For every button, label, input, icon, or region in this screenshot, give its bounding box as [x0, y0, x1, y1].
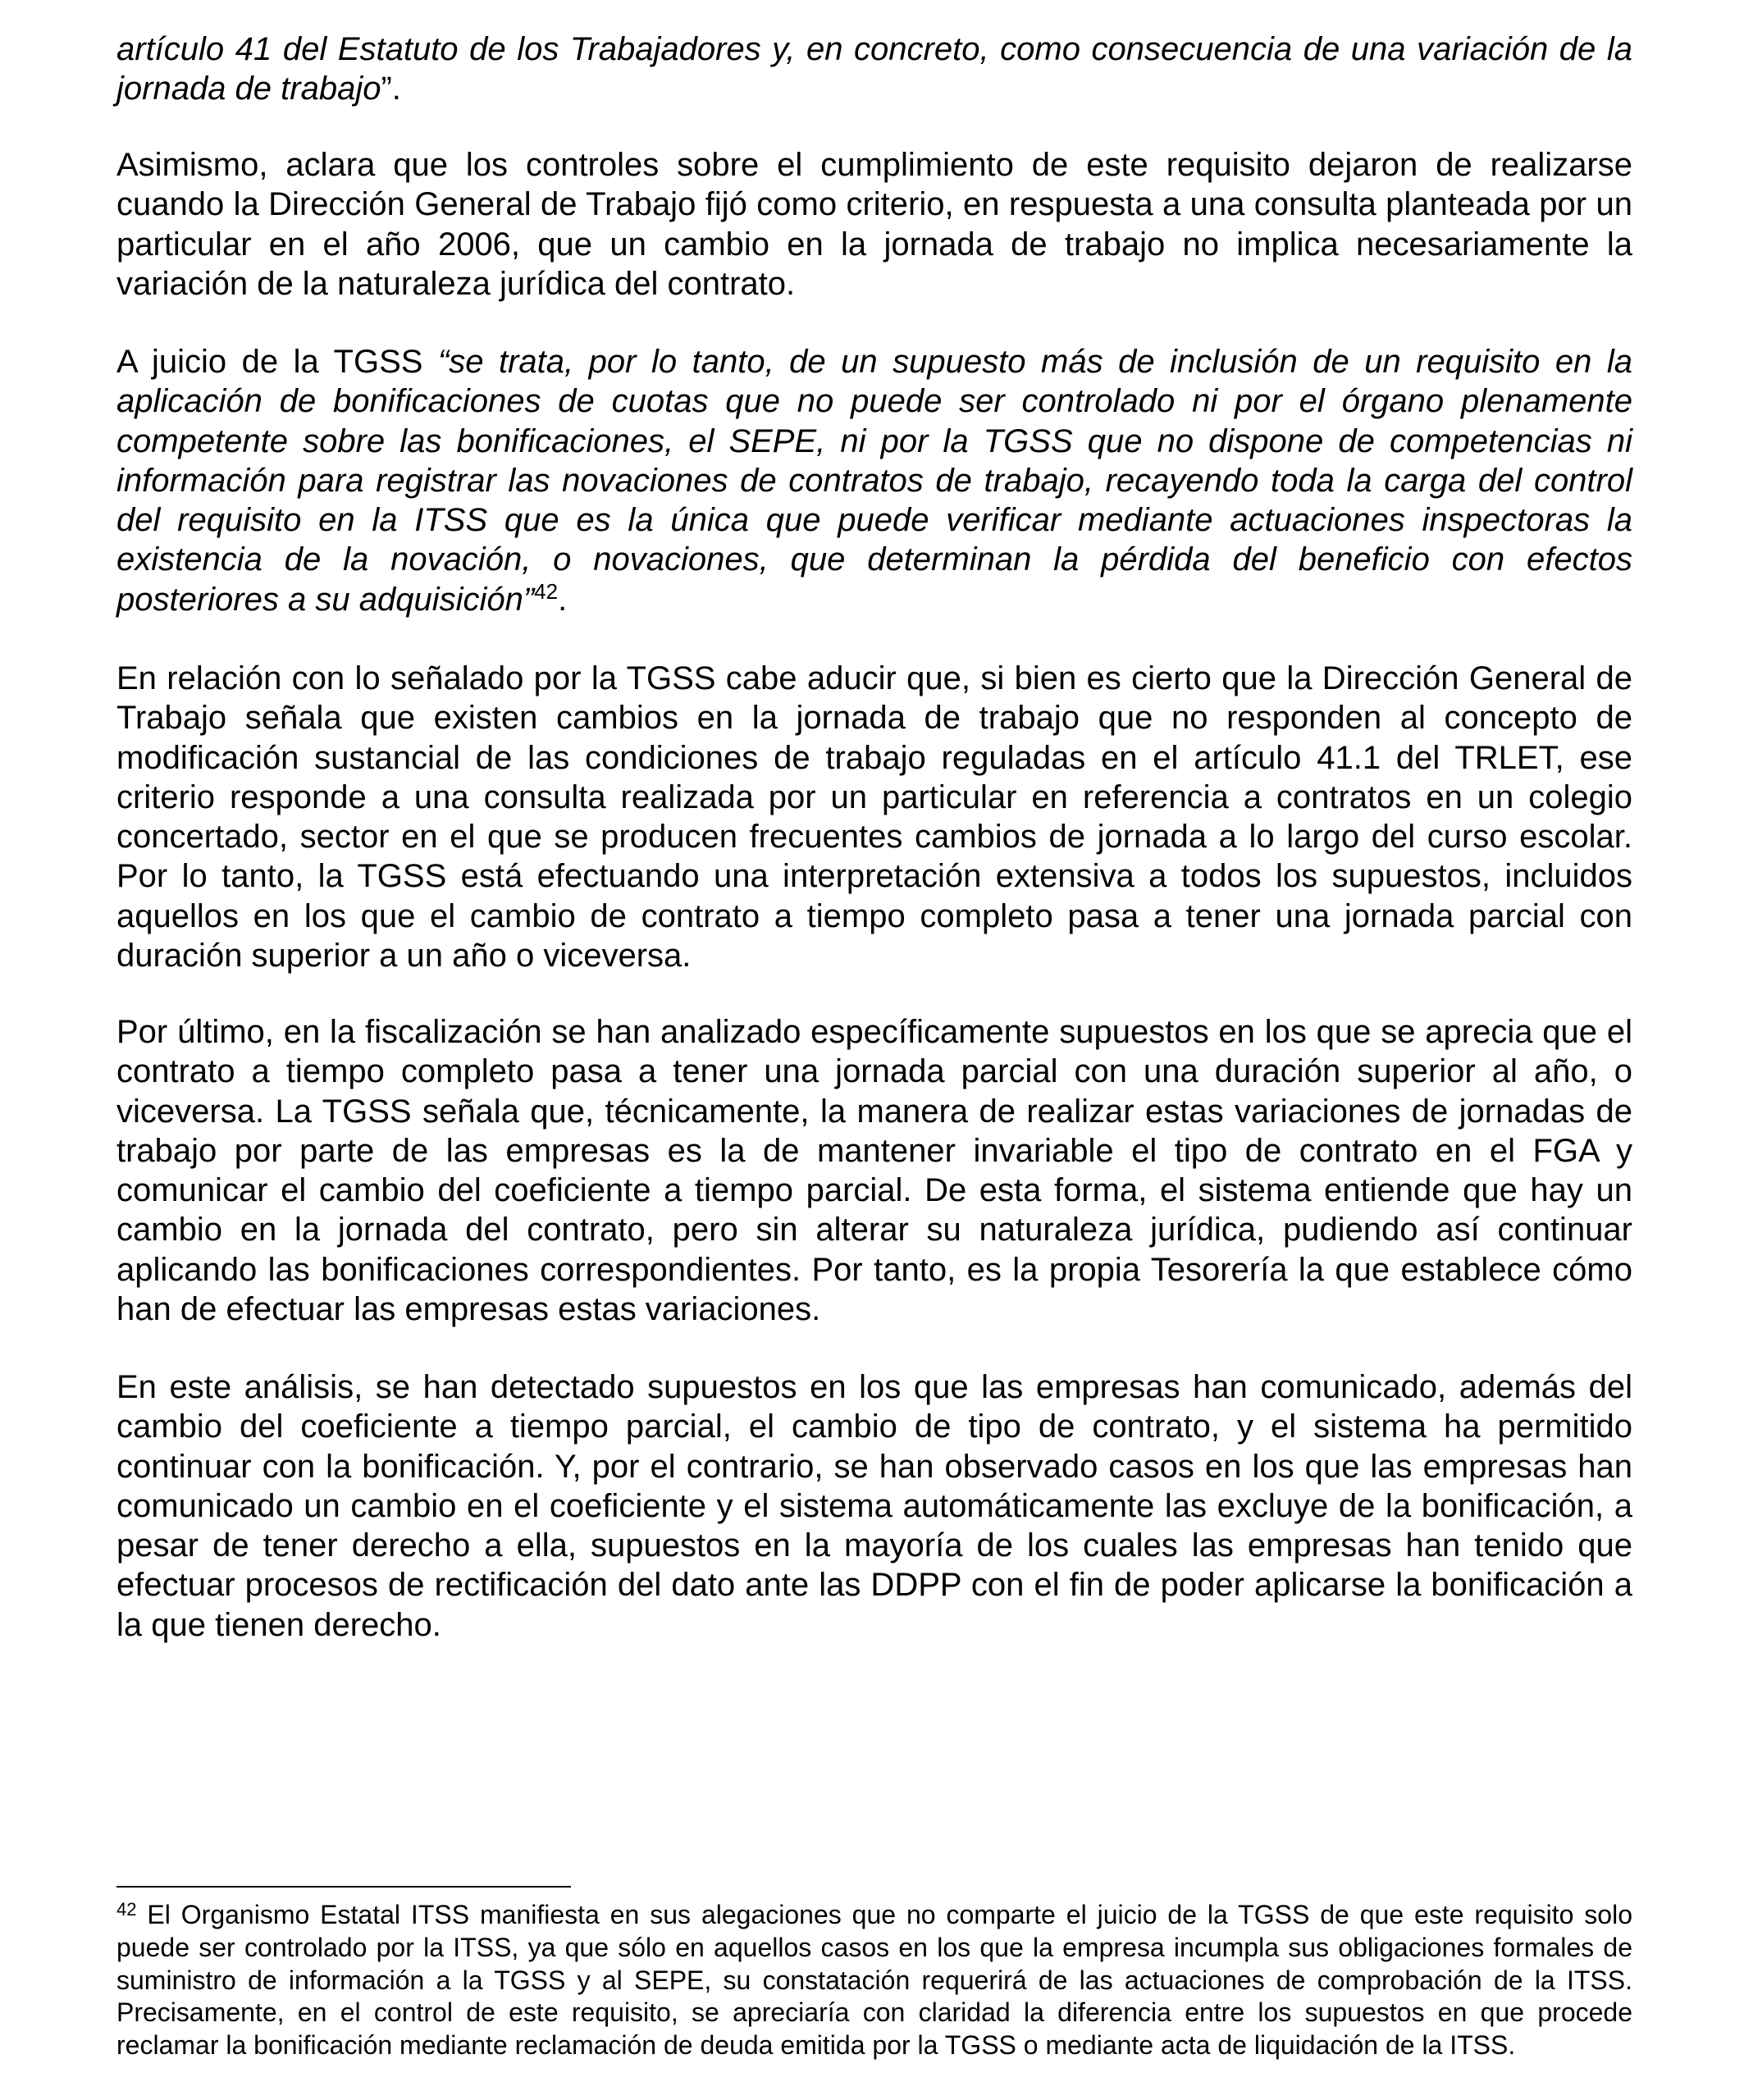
footnote-separator — [116, 1886, 571, 1888]
paragraph-6: En este análisis, se han detectado supuestos en los que las empresas han comunicado, además del cambio del coeficiente a tiempo parcial, el cambio de tipo de contrato, y el sistema ha permitido continuar con la bonificación. Y, por el contrario, se han observado casos en los que las empresas han comunicado un cambio en el coeficiente y el sistema automáticamente las excluye de la bonificación, a pesar de tener derecho a ella, supuestos en la mayoría de los cuales las empresas han tenido que efectuar procesos de rectificación del dato ante las DDPP con el fin de poder aplicarse la bonificación a la que tienen derecho. — [116, 1369, 1632, 1643]
paragraph-3-lead: A juicio de la TGSS — [116, 344, 438, 380]
paragraph-1 — [116, 30, 1632, 109]
paragraph-3 — [116, 342, 1632, 619]
paragraph-4: En relación con lo señalado por la TGSS cabe aducir que, si bien es cierto que la Dirección General de Trabajo señala que existen cambios en la jornada de trabajo que no responden al concepto de modificación sustancial de las condiciones de trabajo reguladas en el artículo 41.1 del TRLET, ese criterio responde a una consulta realizada por un particular en referencia a contratos en un colegio concertado, sector en el que se producen frecuentes cambios de jornada a lo largo del curso escolar. Por lo tanto, la TGSS está efectuando una interpretación extensiva a todos los supuestos, incluidos aquellos en los que el cambio de contrato a tiempo completo pasa a tener una jornada parcial con duración superior a un año o viceversa. — [116, 660, 1632, 975]
paragraph-3-quote: “se trata, por lo tanto, de un supuesto más de inclusión de un requisito en la aplicación de bonificaciones de cuotas que no puede ser controlado ni por el órgano plenamente competente sobre las bonificaciones, el SEPE, ni por la TGSS que no dispone de competencias ni información para registrar las novaciones de contratos de trabajo, recayendo toda la carga del control del requisito en la ITSS que es la única que puede verificar mediante actuaciones inspectoras la existencia de la novación, o novaciones, que determinan la pérdida del beneficio con efectos posteriores a su adquisición” — [116, 344, 1632, 618]
paragraph-1-italic: artículo 41 del Estatuto de los Trabajadores y, en concreto, como consecuencia de una variación de la jornada de trabajo — [116, 31, 1632, 107]
document-page — [116, 0, 1632, 2100]
paragraph-3-tail: . — [558, 581, 568, 618]
footnote-reference[interactable]: 42 — [534, 578, 559, 604]
paragraph-5: Por último, en la fiscalización se han analizado específicamente supuestos en los que se aprecia que el contrato a tiempo completo pasa a tener una jornada parcial con una duración superior al año, o viceversa. La TGSS señala que, técnicamente, la manera de realizar estas variaciones de jornadas de trabajo por parte de las empresas es la de mantener invariable el tipo de contrato en el FGA y comunicar el cambio del coeficiente a tiempo parcial. De esta forma, el sistema entiende que hay un cambio en la jornada del contrato, pero sin alterar su naturaleza jurídica, pudiendo así continuar aplicando las bonificaciones correspondientes. Por tanto, es la propia Tesorería la que establece cómo han de efectuar las empresas estas variaciones. — [116, 1014, 1632, 1328]
paragraph-1-tail: ”. — [381, 71, 401, 107]
paragraph-2: Asimismo, aclara que los controles sobre el cumplimiento de este requisito dejaron de realizarse cuando la Dirección General de Trabajo fijó como criterio, en respuesta a una consulta planteada por un particular en el año 2006, que un cambio en la jornada de trabajo no implica necesariamente la variación de la naturaleza jurídica del contrato. — [116, 147, 1632, 302]
footnote-text: El Organismo Estatal ITSS manifiesta en sus alegaciones que no comparte el juicio de la TGSS de que este requisito solo puede ser controlado por la ITSS, ya que sólo en aquellos casos en los que la empresa incumpla sus obligaciones formales de suministro de información a la TGSS y al SEPE, su constatación requerirá de las actuaciones de comprobación de la ITSS. Precisamente, en el control de este requisito, se apreciaría con claridad la diferencia entre los supuestos en que procede reclamar la bonificación mediante reclamación de deuda emitida por la TGSS o mediante acta de liquidación de la ITSS. — [116, 1900, 1632, 2061]
footnote — [116, 1899, 1632, 2062]
footnote-number: 42 — [116, 1899, 137, 1920]
